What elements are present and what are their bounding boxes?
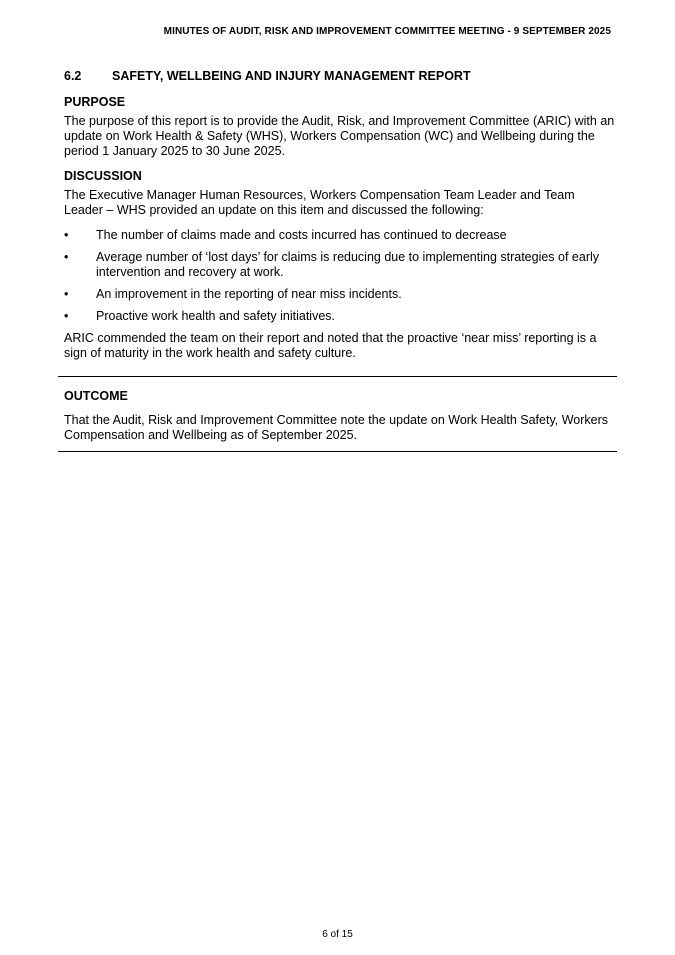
bullet-icon: • <box>64 228 69 242</box>
bullet-text: The number of claims made and costs incurred has continued to decrease <box>96 228 507 242</box>
list-item <box>64 287 617 302</box>
outcome-heading: OUTCOME <box>64 389 128 403</box>
purpose-heading: PURPOSE <box>64 95 126 109</box>
discussion-heading: DISCUSSION <box>64 169 142 183</box>
discussion-intro: The Executive Manager Human Resources, Workers Compensation Team Leader and Team Leader – WHS provided an update on this item and discussed the following: <box>64 188 575 217</box>
outcome-section <box>64 389 617 453</box>
discussion-closing: ARIC commended the team on their report and noted that the proactive ‘near miss’ reporting is a sign of maturity in the work health and safety culture. <box>64 331 597 360</box>
list-item <box>64 250 617 280</box>
outcome-text: That the Audit, Risk and Improvement Committee note the update on Work Health Safety, Workers Compensation and Wellbeing as of September 2025. <box>64 413 609 442</box>
bullet-text: Proactive work health and safety initiatives. <box>96 309 336 323</box>
section-divider <box>58 376 617 377</box>
bullet-icon: • <box>64 250 69 264</box>
list-item <box>64 309 617 324</box>
bullet-icon: • <box>64 309 69 323</box>
purpose-text: The purpose of this report is to provide the Audit, Risk, and Improvement Committee (ARIC) with an update on Work Health & Safety (WHS), Workers Compensation (WC) and Wellbeing during the period 1 January 2025 to 30 June 2025. <box>64 114 615 158</box>
bullet-icon: • <box>64 287 69 301</box>
bullet-text: An improvement in the reporting of near miss incidents. <box>96 287 402 301</box>
item-title: SAFETY, WELLBEING AND INJURY MANAGEMENT REPORT <box>112 69 471 83</box>
minutes-item <box>64 69 617 371</box>
list-item <box>64 228 617 243</box>
page-header-title: MINUTES OF AUDIT, RISK AND IMPROVEMENT COMMITTEE MEETING - 9 SEPTEMBER 2025 <box>163 26 611 37</box>
discussion-bullet-list <box>64 228 617 324</box>
bullet-text: Average number of ‘lost days’ for claims is reducing due to implementing strategies of early intervention and recovery at work. <box>96 250 600 279</box>
item-number: 6.2 <box>64 69 82 83</box>
item-heading <box>64 69 617 83</box>
section-divider <box>58 451 617 452</box>
page-number: 6 of 15 <box>322 929 353 940</box>
